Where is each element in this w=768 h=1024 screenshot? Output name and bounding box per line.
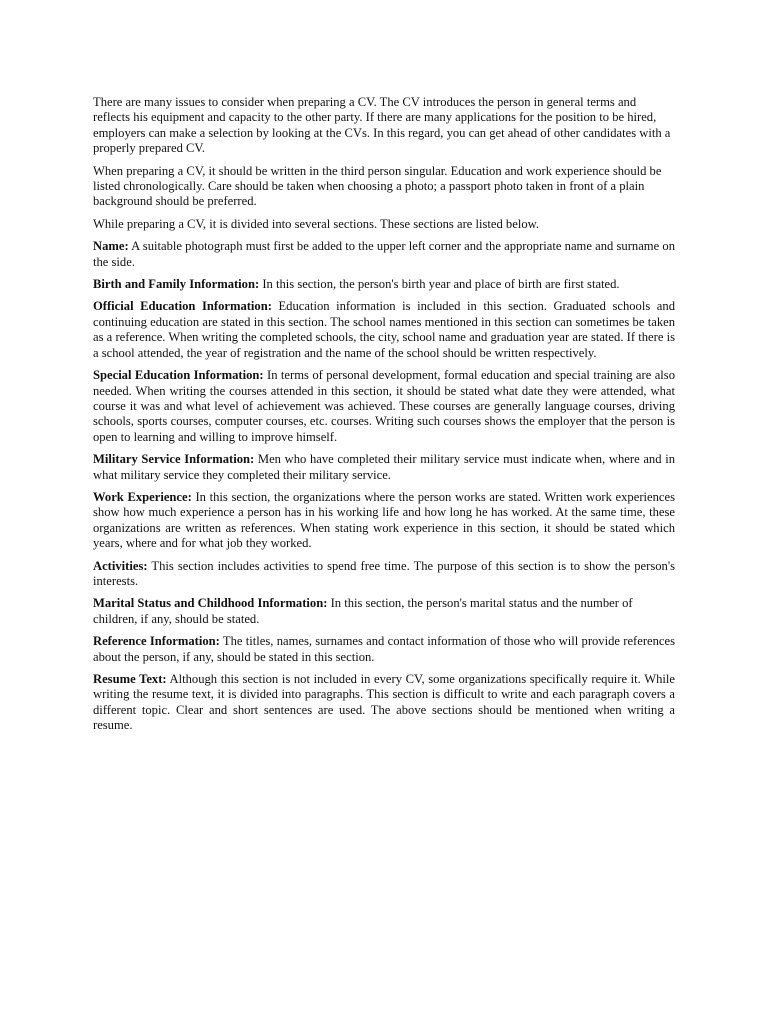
section-text: In this section, the person's birth year and place of birth are first stated. — [259, 277, 620, 292]
section-heading: Military Service Information: — [93, 452, 255, 467]
intro-paragraph-1: There are many issues to consider when preparing a CV. The CV introduces the person in general terms and reflects his equipment and capacity to the other party. If there are many applications for the position to be hired, employers can make a selection by looking at the CVs. In this regard, you can get ahead of other candidates with a properly prepared CV. — [93, 95, 671, 156]
section-reference-information — [93, 634, 675, 665]
section-heading: Official Education Information: — [93, 299, 272, 314]
intro-paragraph-2: When preparing a CV, it should be written in the third person singular. Education and work experience should be listed chronologically. Care should be taken when choosing a photo; a passport photo taken in front of a plain background should be preferred. — [93, 163, 662, 209]
section-heading: Activities: — [93, 558, 148, 573]
section-heading: Marital Status and Childhood Information: — [93, 596, 328, 611]
section-official-education — [93, 299, 675, 361]
document-page — [93, 95, 675, 741]
section-name — [93, 239, 675, 270]
section-heading: Resume Text: — [93, 672, 167, 686]
section-text: This section includes activities to spend free time. The purpose of this section is to show the person's interests. — [93, 558, 675, 588]
section-heading: Birth and Family Information: — [93, 277, 260, 292]
section-text: Men who have completed their military service must indicate when, where and in what military service they completed their military service. — [93, 452, 675, 482]
section-military-service — [93, 452, 675, 483]
section-text: In this section, the person's marital status and the number of children, if any, should be stated. — [93, 596, 633, 626]
section-special-education — [93, 368, 675, 445]
section-text: Education information is included in this section. Graduated schools and continuing education are stated in this section. The school names mentioned in this section can sometimes be taken as a reference. When writing the completed schools, the city, school name and graduation year are stated. If there is a school attended, the year of registration and the name of the school should be written respectively. — [93, 299, 675, 360]
section-text: Although this section is not included in every CV, some organizations specifically require it. While writing the resume text, it is divided into paragraphs. This section is difficult to write and each paragraph covers a different topic. Clear and short sentences are used. The above sections should be mentioned when writing a resume. — [93, 672, 675, 733]
section-text: The titles, names, surnames and contact information of those who will provide references about the person, if any, should be stated in this section. — [93, 634, 676, 664]
section-text: In this section, the organizations where the person works are stated. Written work experiences show how much experience a person has in his working life and how long he has worked. At the same time, these organizations are written as references. When stating work experience in this section, it should be stated which years, where and for what job they worked. — [93, 489, 675, 551]
intro-paragraph-3: While preparing a CV, it is divided into several sections. These sections are listed below. — [93, 216, 540, 231]
section-heading: Name: — [93, 239, 129, 254]
section-work-experience — [93, 490, 675, 552]
section-marital-status — [93, 596, 675, 627]
section-heading: Work Experience: — [93, 489, 192, 504]
section-activities — [93, 559, 675, 590]
section-text: A suitable photograph must first be added to the upper left corner and the appropriate name and surname on the side. — [93, 239, 675, 269]
section-resume-text — [93, 672, 675, 734]
section-heading: Reference Information: — [93, 634, 220, 649]
section-text: In terms of personal development, formal education and special training are also needed. When writing the courses attended in this section, it should be stated what date they were attended, what course it was and what level of achievement was achieved. These courses are generally language courses, driving schools, sports courses, computer courses, etc. courses. Writing such courses shows the employer that the person is open to learning and willing to improve himself. — [93, 368, 676, 444]
section-birth-family — [93, 277, 675, 292]
section-heading: Special Education Information: — [93, 368, 264, 383]
